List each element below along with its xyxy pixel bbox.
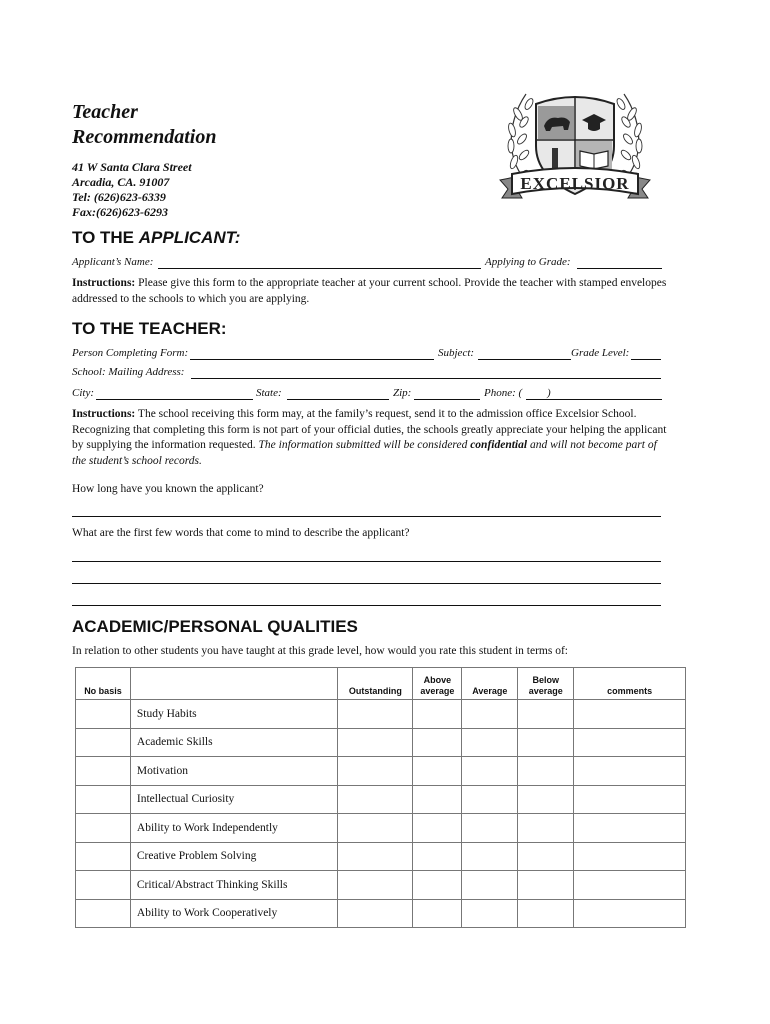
average-cell[interactable] bbox=[462, 814, 518, 843]
outstanding-cell[interactable] bbox=[338, 871, 413, 900]
school-address-label: School: Mailing Address: bbox=[72, 366, 185, 378]
col-above-2: average bbox=[420, 686, 455, 696]
teacher-instructions-text: The school receiving this form may, at the family’s request, send it to the admission office Excelsior School. Recognizing that completing this form is not part of your official duties, the schools greatly appreciate your helping the applicant by supplying the information requested. bbox=[72, 408, 667, 451]
below-average-cell[interactable] bbox=[518, 871, 574, 900]
comments-cell[interactable] bbox=[574, 871, 686, 900]
above-average-cell[interactable] bbox=[413, 814, 462, 843]
col-comments: comments bbox=[574, 668, 686, 700]
quality-label: Academic Skills bbox=[130, 728, 338, 757]
col-above-1: Above bbox=[423, 675, 452, 685]
logo-text: EXCELSIOR bbox=[520, 174, 630, 193]
state-field[interactable] bbox=[287, 399, 389, 400]
outstanding-cell[interactable] bbox=[338, 700, 413, 729]
applicant-heading bbox=[72, 228, 240, 248]
form-title bbox=[72, 100, 216, 150]
phone-label: Phone: ( bbox=[484, 387, 523, 399]
average-cell[interactable] bbox=[462, 899, 518, 928]
address-tel: Tel: (626)623-6339 bbox=[72, 190, 166, 204]
average-cell[interactable] bbox=[462, 871, 518, 900]
person-completing-label: Person Completing Form: bbox=[72, 347, 189, 359]
phone-field[interactable] bbox=[526, 399, 662, 400]
outstanding-cell[interactable] bbox=[338, 757, 413, 786]
below-average-cell[interactable] bbox=[518, 814, 574, 843]
zip-label: Zip: bbox=[393, 387, 412, 399]
address-street: 41 W Santa Clara Street bbox=[72, 160, 192, 174]
quality-label: Creative Problem Solving bbox=[130, 842, 338, 871]
quality-label: Ability to Work Cooperatively bbox=[130, 899, 338, 928]
no-basis-cell[interactable] bbox=[76, 700, 131, 729]
no-basis-cell[interactable] bbox=[76, 842, 131, 871]
answer-describe-line-3[interactable] bbox=[72, 605, 661, 606]
applicant-heading-plain: TO THE bbox=[72, 228, 139, 247]
comments-cell[interactable] bbox=[574, 899, 686, 928]
question-describe-applicant: What are the first few words that come to mind to describe the applicant? bbox=[72, 527, 410, 539]
teacher-instructions-italic-1: The information submitted will be considered bbox=[258, 439, 471, 451]
outstanding-cell[interactable] bbox=[338, 814, 413, 843]
teacher-instructions bbox=[72, 407, 672, 469]
zip-field[interactable] bbox=[414, 399, 480, 400]
above-average-cell[interactable] bbox=[413, 785, 462, 814]
state-label: State: bbox=[256, 387, 282, 399]
below-average-cell[interactable] bbox=[518, 842, 574, 871]
excelsior-crest-logo bbox=[496, 76, 654, 216]
subject-label: Subject: bbox=[438, 347, 475, 359]
qualities-rating-table bbox=[75, 667, 686, 928]
average-cell[interactable] bbox=[462, 842, 518, 871]
table-row bbox=[76, 842, 686, 871]
teacher-heading: TO THE TEACHER: bbox=[72, 319, 227, 338]
comments-cell[interactable] bbox=[574, 728, 686, 757]
qualities-heading: ACADEMIC/PERSONAL QUALITIES bbox=[72, 617, 358, 636]
teacher-instructions-italic-2: and will not become part of the student’s school records. bbox=[72, 439, 657, 467]
no-basis-cell[interactable] bbox=[76, 814, 131, 843]
above-average-cell[interactable] bbox=[413, 899, 462, 928]
no-basis-cell[interactable] bbox=[76, 899, 131, 928]
col-below-1: Below bbox=[532, 675, 559, 685]
applicant-instructions-text: Please give this form to the appropriate teacher at your current school. Provide the teacher with stamped envelopes addressed to the schools to which you are applying. bbox=[72, 277, 667, 305]
comments-cell[interactable] bbox=[574, 842, 686, 871]
below-average-cell[interactable] bbox=[518, 785, 574, 814]
applying-grade-label: Applying to Grade: bbox=[485, 256, 571, 268]
comments-cell[interactable] bbox=[574, 785, 686, 814]
grade-level-label: Grade Level: bbox=[571, 347, 630, 359]
outstanding-cell[interactable] bbox=[338, 728, 413, 757]
question-known-how-long: How long have you known the applicant? bbox=[72, 483, 264, 495]
answer-known-how-long-line[interactable] bbox=[72, 516, 661, 517]
school-address bbox=[72, 160, 192, 220]
above-average-cell[interactable] bbox=[413, 842, 462, 871]
qualities-intro: In relation to other students you have taught at this grade level, how would you rate this student in terms of: bbox=[72, 645, 568, 657]
quality-label: Intellectual Curiosity bbox=[130, 785, 338, 814]
table-row bbox=[76, 728, 686, 757]
no-basis-cell[interactable] bbox=[76, 728, 131, 757]
comments-cell[interactable] bbox=[574, 700, 686, 729]
average-cell[interactable] bbox=[462, 757, 518, 786]
address-city: Arcadia, CA. 91007 bbox=[72, 175, 170, 189]
col-outstanding: Outstanding bbox=[338, 668, 413, 700]
phone-close-paren: ) bbox=[547, 387, 551, 399]
person-completing-field[interactable] bbox=[190, 359, 434, 360]
above-average-cell[interactable] bbox=[413, 728, 462, 757]
outstanding-cell[interactable] bbox=[338, 899, 413, 928]
title-line-2: Recommendation bbox=[72, 126, 217, 148]
no-basis-cell[interactable] bbox=[76, 757, 131, 786]
no-basis-cell[interactable] bbox=[76, 785, 131, 814]
below-average-cell[interactable] bbox=[518, 757, 574, 786]
grade-level-field[interactable] bbox=[631, 359, 661, 360]
answer-describe-line-2[interactable] bbox=[72, 583, 661, 584]
applicant-heading-italic: APPLICANT: bbox=[138, 228, 241, 247]
col-above-average bbox=[413, 668, 462, 700]
table-header-row bbox=[76, 668, 686, 700]
col-average: Average bbox=[462, 668, 518, 700]
average-cell[interactable] bbox=[462, 700, 518, 729]
applicant-instructions bbox=[72, 276, 672, 307]
table-row bbox=[76, 757, 686, 786]
below-average-cell[interactable] bbox=[518, 700, 574, 729]
col-quality bbox=[130, 668, 338, 700]
above-average-cell[interactable] bbox=[413, 757, 462, 786]
city-field[interactable] bbox=[96, 399, 253, 400]
answer-describe-line-1[interactable] bbox=[72, 561, 661, 562]
quality-label: Study Habits bbox=[130, 700, 338, 729]
comments-cell[interactable] bbox=[574, 814, 686, 843]
quality-label: Critical/Abstract Thinking Skills bbox=[130, 871, 338, 900]
col-no-basis: No basis bbox=[76, 668, 131, 700]
comments-cell[interactable] bbox=[574, 757, 686, 786]
above-average-cell[interactable] bbox=[413, 700, 462, 729]
table-row bbox=[76, 899, 686, 928]
col-below-2: average bbox=[528, 686, 563, 696]
confidential-emphasis: confidential bbox=[470, 439, 528, 451]
applicant-name-label: Applicant’s Name: bbox=[72, 256, 154, 268]
average-cell[interactable] bbox=[462, 785, 518, 814]
outstanding-cell[interactable] bbox=[338, 842, 413, 871]
applicant-name-field[interactable] bbox=[158, 268, 481, 269]
school-address-field[interactable] bbox=[191, 378, 661, 379]
table-row bbox=[76, 871, 686, 900]
average-cell[interactable] bbox=[462, 728, 518, 757]
table-row bbox=[76, 814, 686, 843]
outstanding-cell[interactable] bbox=[338, 785, 413, 814]
table-row bbox=[76, 700, 686, 729]
below-average-cell[interactable] bbox=[518, 899, 574, 928]
address-fax: Fax:(626)623-6293 bbox=[72, 205, 168, 219]
subject-field[interactable] bbox=[478, 359, 571, 360]
table-row bbox=[76, 785, 686, 814]
title-line-1: Teacher bbox=[72, 101, 138, 123]
city-label: City: bbox=[72, 387, 94, 399]
no-basis-cell[interactable] bbox=[76, 871, 131, 900]
applicant-instructions-label: Instructions: bbox=[72, 277, 136, 289]
below-average-cell[interactable] bbox=[518, 728, 574, 757]
col-below-average bbox=[518, 668, 574, 700]
above-average-cell[interactable] bbox=[413, 871, 462, 900]
quality-label: Ability to Work Independently bbox=[130, 814, 338, 843]
quality-label: Motivation bbox=[130, 757, 338, 786]
applying-grade-field[interactable] bbox=[577, 268, 662, 269]
teacher-instructions-label: Instructions: bbox=[72, 408, 136, 420]
